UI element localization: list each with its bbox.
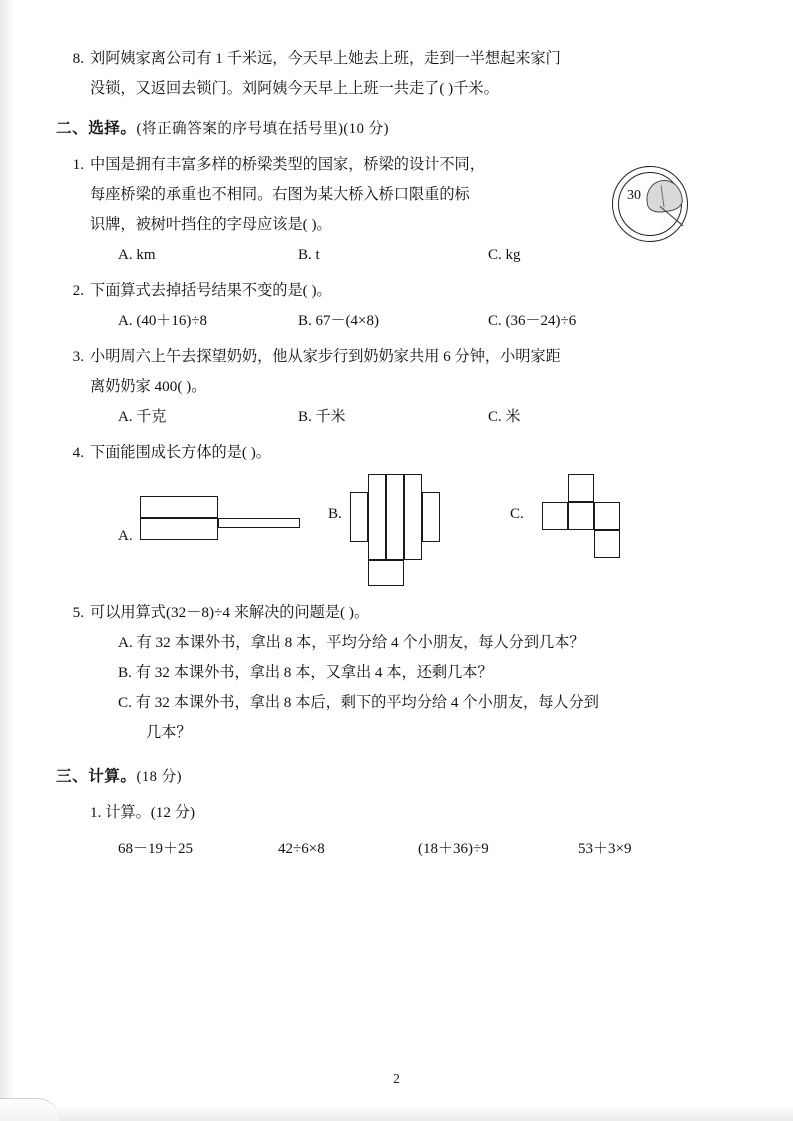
- question-8-number: 8.: [72, 50, 84, 67]
- choice-1-option-b[interactable]: B. t: [298, 247, 320, 263]
- choice-2-number: 2.: [72, 282, 84, 299]
- choice-question-2: [56, 276, 742, 306]
- section-2-note: (将正确答案的序号填在括号里)(10 分): [136, 121, 389, 137]
- section-heading-3: [56, 762, 742, 792]
- calc-expression-1: 68－19＋25: [118, 841, 194, 857]
- calc-expression-3: (18＋36)÷9: [418, 841, 489, 857]
- section-heading-2: [56, 114, 742, 144]
- choice-2-option-c[interactable]: C. (36－24)÷6: [488, 313, 577, 329]
- choice-5-line-1: 可以用算式(32－8)÷4 来解决的问题是( )。: [90, 604, 370, 621]
- page-content: [56, 44, 742, 864]
- choice-3-line-2: 离奶奶家 400( )。: [90, 378, 207, 395]
- section-3-note: (18 分): [136, 769, 183, 785]
- calc-expressions: [56, 834, 742, 864]
- sign-number: 30: [627, 188, 641, 203]
- section-3-title: 三、计算。: [56, 768, 137, 785]
- choice-5-option-c: C. 有 32 本课外书，拿出 8 本后，剩下的平均分给 4 个小朋友，每人分到: [118, 694, 599, 711]
- choice-5-option-a-row[interactable]: [56, 628, 742, 658]
- choice-5-number: 5.: [72, 604, 84, 621]
- choice-2-option-a[interactable]: A. (40＋16)÷8: [118, 313, 208, 329]
- net-option-c-label: C.: [510, 506, 524, 522]
- net-option-b-label: B.: [328, 506, 342, 522]
- choice-3-line-1: 小明周六上午去探望奶奶，他从家步行到奶奶家共用 6 分钟，小明家距: [90, 348, 561, 365]
- calc-expression-4: 53＋3×9: [578, 841, 632, 857]
- choice-1-option-c[interactable]: C. kg: [488, 247, 521, 263]
- choice-2-option-b[interactable]: B. 67－(4×8): [298, 313, 379, 329]
- choice-3-option-b[interactable]: B. 千米: [298, 409, 346, 425]
- choice-question-4: [56, 438, 742, 468]
- choice-5-option-b: B. 有 32 本课外书，拿出 8 本，又拿出 4 本，还剩几本？: [118, 664, 493, 681]
- choice-3-number: 3.: [72, 348, 84, 365]
- bridge-weight-sign-figure: [608, 162, 716, 270]
- question-8-line-1: 刘阿姨家离公司有 1 千米远，今天早上她去上班，走到一半想起来家门: [90, 50, 561, 67]
- choice-question-5: [56, 598, 742, 628]
- choice-5-option-c-cont: 几本？: [146, 724, 192, 741]
- choice-1-line-1: 中国是拥有丰富多样的桥梁类型的国家，桥梁的设计不同，: [90, 156, 485, 173]
- choice-3-options: [56, 402, 742, 432]
- choice-5-option-c-row-2: [56, 718, 742, 748]
- choice-2-line-1: 下面算式去掉括号结果不变的是( )。: [90, 282, 332, 299]
- net-figures: [56, 474, 742, 592]
- section-2-title: 二、选择。: [56, 120, 137, 137]
- choice-1-number: 1.: [72, 156, 84, 173]
- choice-1-line-2: 每座桥梁的承重也不相同。右图为某大桥入桥口限重的标: [90, 186, 470, 203]
- choice-4-line-1: 下面能围成长方体的是( )。: [90, 444, 271, 461]
- page-number: 2: [393, 1071, 400, 1086]
- page-edge-shadow-bottom: [0, 1105, 793, 1121]
- choice-5-option-c-row[interactable]: [56, 688, 742, 718]
- section-3-sub-1: [56, 798, 742, 828]
- section-3-sub-1-label: 1. 计算。(12 分): [90, 804, 196, 821]
- choice-5-option-a: A. 有 32 本课外书，拿出 8 本，平均分给 4 个小朋友，每人分到几本？: [118, 634, 585, 651]
- calc-expression-2: 42÷6×8: [278, 841, 325, 857]
- page-edge-shadow-left: [0, 0, 14, 1121]
- choice-3-line-2-row: [56, 372, 742, 402]
- leaf-stem-icon: [660, 206, 690, 236]
- net-option-a-label: A.: [118, 528, 133, 544]
- question-8: [56, 44, 742, 74]
- question-8-line-2: 没锁，又返回去锁门。刘阿姨今天早上上班一共走了( )千米。: [90, 80, 499, 97]
- choice-3-option-c[interactable]: C. 米: [488, 409, 521, 425]
- choice-3-option-a[interactable]: A. 千克: [118, 409, 167, 425]
- question-8-line-2-row: [56, 74, 742, 104]
- choice-4-number: 4.: [72, 444, 84, 461]
- choice-2-options: [56, 306, 742, 336]
- page-corner-curl: [0, 1098, 60, 1121]
- choice-5-option-b-row[interactable]: [56, 658, 742, 688]
- choice-1-option-a[interactable]: A. km: [118, 247, 156, 263]
- choice-question-3: [56, 342, 742, 372]
- choice-1-line-3: 识牌，被树叶挡住的字母应该是( )。: [90, 216, 332, 233]
